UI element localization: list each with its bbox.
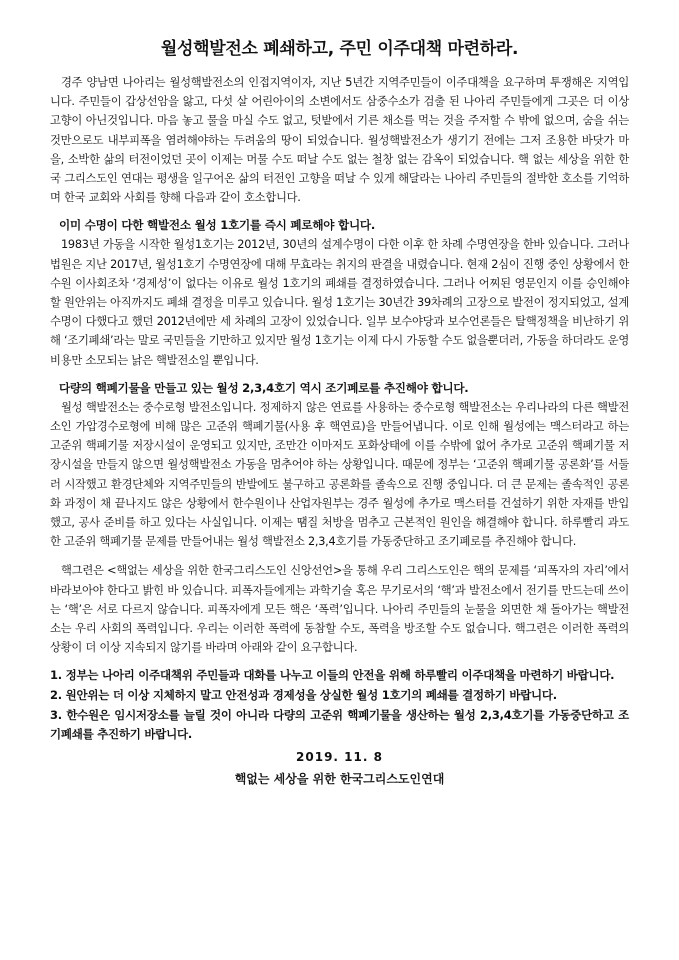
document-title: 월성핵발전소 폐쇄하고, 주민 이주대책 마련하라. (160, 39, 519, 59)
organization-name: 핵없는 세상을 위한 한국그리스도인연대 (234, 771, 445, 786)
demands-list (50, 666, 629, 744)
section2-heading: 다량의 핵폐기물을 만들고 있는 월성 2,3,4호기 역시 조기폐로를 추진해야 합니다. (59, 380, 469, 395)
demand-item-2: 2. 원안위는 더 이상 지체하지 말고 안전성과 경제성을 상실한 월성 1호기의 폐쇄를 결정하기 바랍니다. (50, 688, 557, 703)
demand-item-1: 1. 정부는 나아리 이주대책위 주민들과 대화를 나누고 이들의 안전을 위해 하루빨리 이주대책을 마련하기 바랍니다. (50, 668, 615, 683)
section1-heading: 이미 수명이 다한 핵발전소 월성 1호기를 즉시 폐로해야 합니다. (59, 218, 376, 233)
intro-paragraph: 경주 양남면 나아리는 월성핵발전소의 인접지역이자, 지난 5년간 지역주민들이 이주대책을 요구하며 투쟁해온 지역입니다. 주민들이 갑상선암을 앓고, 다섯 살 어린아이의 소변에서도 삼중수소가 검출 된 나아리 주민들에게 그곳은 더 이상 고향이 아닌것입니다. 마음 놓고 물을 마실 수도 없고, 텃밭에서 기른 채소를 먹는 것을 주저할 수 밖에 없으며, 숨을 쉬는 것만으로도 내부피폭을 염려해야하는 두려움의 땅이 되었습니다. 월성핵발전소가 생기기 전에는 그저 조용한 바닷가 마을, 소박한 삶의 터전이었던 곳이 이제는 머물 수도 떠날 수도 없는 철창 없는 감옥이 되었습니다. 핵 없는 세상을 위한 한국 그리스도인 연대는 평생을 일구어온 삶의 터전인 고향을 떠날 수 있게 해달라는 나아리 주민들의 절박한 호소를 기억하며 한국 교회와 사회를 향해 다음과 같이 호소합니다. (50, 76, 629, 205)
section3-paragraph: 핵그련은 <핵없는 세상을 위한 한국그리스도인 신앙선언>을 통해 우리 그리스도인은 핵의 문제를 ‘피폭자의 자리’에서 바라보아야 한다고 밝힌 바 있습니다. 피폭자들에게는 과학기술 혹은 무기로서의 ‘핵’과 발전소에서 전기를 만드는데 쓰이는 ‘핵’은 서로 다르지 않습니다. 피폭자에게 모든 핵은 ‘폭력’입니다. 나아리 주민들의 눈물을 외면한 채 돌아가는 핵발전소는 우리 사회의 폭력입니다. 우리는 이러한 폭력에 동참할 수도, 폭력을 방조할 수도 없습니다. 핵그련은 이러한 폭력의 상황이 더 이상 지속되지 않기를 바라며 아래와 같이 요구합니다. (50, 564, 629, 655)
section2-paragraph: 월성 핵발전소는 중수로형 발전소입니다. 정제하지 않은 연료를 사용하는 중수로형 핵발전소는 우리나라의 다른 핵발전소인 가압경수로형에 비해 많은 고준위 핵폐기물(사용 후 핵연료)을 만들어냅니다. 이로 인해 월성에는 맥스터라고 하는 고준위 핵폐기물 저장시설이 운영되고 있지만, 조만간 이마저도 포화상태에 이를 수밖에 없어 추가로 고준위 핵폐기물 저장시설을 만들지 않으면 월성핵발전소 가동을 멈추어야 하는 상황입니다. 때문에 정부는 ‘고준위 핵폐기물 공론화’를 서둘러 시작했고 환경단체와 지역주민들의 반발에도 불구하고 공론화를 졸속으로 진행 중입니다. 더 큰 문제는 졸속적인 공론화 과정이 채 끝나지도 않은 상황에서 한수원이나 산업자원부는 경주 월성에 추가로 맥스터를 건설하기 위한 자재를 반입했고, 공사 준비를 하고 있다는 사실입니다. 이제는 땜질 처방을 멈추고 근본적인 원인을 해결해야 합니다. 하루빨리 과도한 고준위 핵폐기물 문제를 만들어내는 월성 핵발전소 2,3,4호기를 가동중단하고 조기폐로를 추진해야 합니다. (50, 400, 629, 549)
statement-date: 2019. 11. 8 (296, 749, 383, 764)
section1-paragraph: 1983년 가동을 시작한 월성1호기는 2012년, 30년의 설계수명이 다한 이후 한 차례 수명연장을 한바 있습니다. 그러나 법원은 지난 2017년, 월성1호기 수명연장에 대해 무효라는 취지의 판결을 내렸습니다. 현재 2심이 진행 중인 상황에서 한수원 이사회조차 ‘경제성’이 없다는 이유로 월성 1호기의 폐쇄를 결정하였습니다. 그러나 어찌된 영문인지 이를 승인해야 할 원안위는 아직까지도 폐쇄 결정을 미루고 있습니다. 월성 1호기는 30년간 39차례의 고장으로 발전이 정지되었고, 설계수명이 다했다고 했던 2012년에만 세 차례의 고장이 있었습니다. 일부 보수야당과 보수언론들은 탈핵정책을 비난하기 위해 ‘조기폐쇄’라는 말로 국민들을 기만하고 있지만 월성 1호기는 이제 다시 가동할 수도 없을뿐더러, 가동을 하더라도 운영비용만 소모되는 낡은 핵발전소일 뿐입니다. (50, 238, 629, 367)
demand-item-3: 3. 한수원은 임시저장소를 늘릴 것이 아니라 다량의 고준위 핵폐기물을 생산하는 월성 2,3,4호기를 가동중단하고 조기폐쇄를 추진하기 바랍니다. (50, 707, 629, 742)
